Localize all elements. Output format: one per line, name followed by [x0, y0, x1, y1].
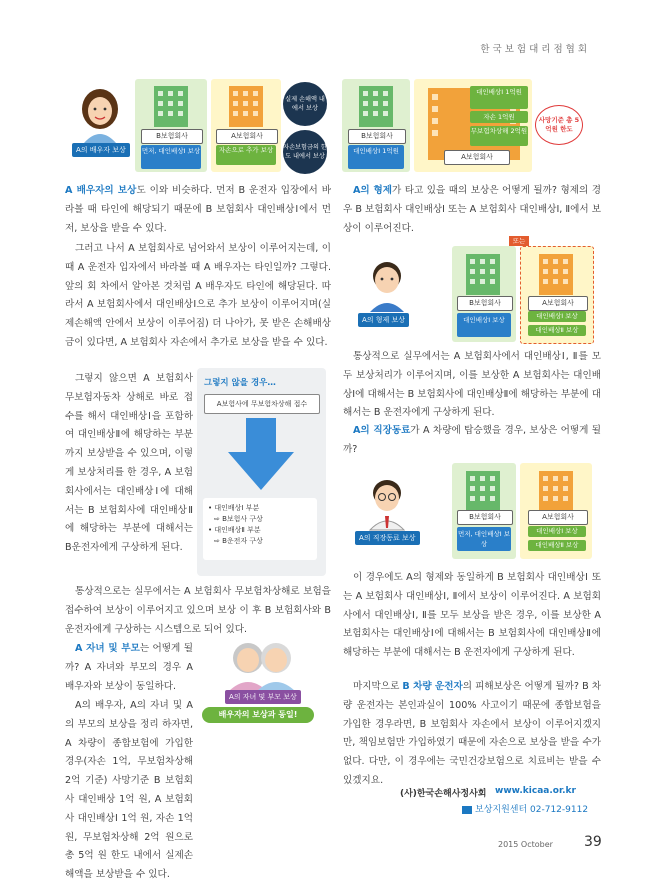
page-number: 39 [584, 834, 602, 850]
a-company-paragraph: 그러고 나서 A 보험회사로 넘어와서 보상이 이루어지는데, 이 때 A 운전자 입자에서 바라볼 때 A 배우자는 타인일까? 그렇다. 앞의 회 차에서 알아본 것처럼 A 배우자도 타인에 해당된다. 따라서 A 보험회사에서 대인배상Ⅰ으로 추가 보상이 이루어지며(실제손해액 안에서 보상이 이루어짐) 더 나아가, 못 받은 손해배상금이 있다면, A 보험회사 자손에서 추가로 보상을 받을 수 있다. [65, 243, 331, 348]
b-coverage-box-2: 대인배상Ⅰ 1억원 [348, 145, 404, 169]
issue-date: 2015 October [498, 840, 553, 849]
a-company-box-4: A보험회사 [528, 296, 588, 311]
a-cov1-box-4: 대인배상Ⅰ 보상 [528, 311, 586, 322]
flow-box-uninsured: A보험사에 무보험차상해 접수 [204, 394, 320, 414]
spouse-label: A의 배우자 보상 [72, 143, 130, 157]
a-cov1-box-5: 대인배상Ⅰ 보상 [528, 526, 586, 537]
coworker-label: A의 직장동료 보상 [355, 531, 420, 545]
sibling-paragraph: A의 형제가 타고 있을 때의 보상은 어떻게 될까? 형제의 경우 B 보험회사 대인배상Ⅰ 또는 A 보험회사 대인배상Ⅰ, Ⅱ에서 보상이 이루어진다. [343, 185, 601, 234]
b-company-box-5: B보험회사 [457, 510, 513, 525]
b-driver-paragraph: 마지막으로 B 차량 운전자의 피해보상은 어떻게 될까? B 차량 운전자는 본인과실이 100% 사고이기 때문에 종합보험을 가입한 경우라면, B 보험회사 자손에서 보상이 이루어지겠지만, 책임보험만 가입하였기 때문에 자손으로 보상을 받을 수가 없다. 다만, 이 경우에는 국민건강보험으로 치료비는 받을 수 있겠지요. [343, 681, 601, 786]
a-layer-liability1: 대인배상Ⅰ 1억원 [470, 86, 528, 109]
b-company-box-4: B보험회사 [457, 296, 513, 311]
a-layer-uninsured: 무보험차상해 2억원 [470, 126, 528, 146]
arrow-down-icon [226, 418, 296, 492]
spouse-paragraph: A 배우자의 보상도 이와 비슷하다. 먼저 B 운전자 입장에서 바라볼 때 타인에 해당되기 때문에 B 보험회사 대인배상Ⅰ에서 먼저, 보상을 받을 수 있다. [65, 185, 331, 234]
building-b-icon [462, 467, 504, 512]
b-coverage-box-4: 대인배상Ⅰ 보상 [457, 313, 511, 337]
building-a-icon [535, 467, 577, 512]
a-layer-selfinjury: 자손 1억원 [470, 111, 528, 123]
a-cov2-box-4: 대인배상Ⅱ 보상 [528, 325, 586, 336]
a-company-box-5: A보험회사 [528, 510, 588, 525]
flow-title: 그렇지 않을 경우… [204, 378, 276, 388]
magazine-header: 한국보험대리점협회 [480, 44, 590, 55]
man-avatar-icon [366, 258, 408, 312]
children-parents-paragraph: A 자녀 및 부모는 어떻게 될까? A 자녀와 부모의 경우 A 배우자와 보상이 동일하다. [65, 643, 193, 692]
flow-result-items: • 대인배상Ⅰ 부분 ⇨ B보험사 구상 • 대인배상Ⅱ 부분 ⇨ B운전자 구상 [208, 504, 263, 545]
elderly-couple-icon [226, 640, 298, 692]
sibling-practice-paragraph: 통상적으로 실무에서는 A 보험회사에서 대인배상Ⅰ, Ⅱ를 모두 보상처리가 이루어지며, 이를 보상한 A 보험회사는 대인배상Ⅰ에 대해서는 B 보험회사에 대인배상Ⅱ에 해당하는 부분에 대해서는 B 운전자에게 구상하게 된다. [343, 351, 601, 419]
b-coverage-box-5: 먼저, 대인배상Ⅰ 보상 [457, 527, 511, 551]
a-company-box: A보험회사 [216, 129, 278, 144]
b-company-box-2: B보험회사 [348, 129, 406, 144]
a-coverage-box: 자손으로 추가 보상 [216, 145, 276, 165]
same-as-spouse-caption: 배우자의 보상과 동일! [202, 707, 314, 723]
woman-avatar-icon [78, 85, 122, 143]
coworker-paragraph: A의 직장동료가 A 차량에 탑승했을 경우, 보상은 어떻게 될까? [343, 425, 601, 455]
limit-callout: 사망기준 총 5억원 한도 [535, 105, 583, 145]
building-b-icon [150, 82, 192, 127]
children-parents-label: A의 자녀 및 부모 보상 [225, 690, 301, 704]
bubble-self-injury-limit: 자손보험금의 한도 내에서 보상 [283, 130, 327, 174]
man-glasses-avatar-icon [366, 476, 408, 530]
coworker-result-paragraph: 이 경우에도 A의 형제와 동일하게 B 보험회사 대인배상Ⅰ 또는 A 보험회사 대인배상Ⅰ, Ⅱ에서 보상이 이루어진다. A 보험회사에서 대인배상Ⅰ, Ⅱ를 모두 보상을 받은 경우, 이를 보상한 A 보험회사는 대인배상Ⅰ에 대해서는 B 보험회사에 대인배상Ⅱ에 해당하는 부분에 대해서는 B 운전자에게 구상하게 된다. [343, 572, 601, 659]
b-company-box: B보험회사 [141, 129, 203, 144]
practice-paragraph: 통상적으로는 실무에서는 A 보험회사 무보험차상해로 보험을 접수하여 보상이 이루어지고 있으며 보상 이 후 B 보험회사와 B 운전자에게 구상하는 시스템으로 되어 있다. [65, 586, 331, 635]
building-a-icon [225, 82, 267, 127]
building-b-icon [462, 250, 504, 295]
building-b-icon [355, 82, 397, 127]
uninsured-paragraph: 그렇지 않으면 A 보험회사 무보험자동차 상해로 바로 접수를 해서 대인배상Ⅰ을 포함하여 대인배상Ⅱ에 해당하는 부분까지 보상받을 수 있으며, 이렇게 보상처리를 한 경우, A 보험회사에서는 대인배상Ⅰ에 대해서는 B 보험회사에 대인배상Ⅱ에 해당하는 부분에 대해서는 B운전자에게 구상하게 된다. [65, 373, 193, 554]
phone-line: 보상지원센터 02-712-9112 [462, 802, 588, 815]
a-cov2-box-5: 대인배상Ⅱ 보상 [528, 540, 586, 551]
building-a-icon [535, 250, 577, 295]
summary-paragraph [65, 735, 331, 805]
or-tag: 또는 [509, 236, 529, 246]
phone-icon [462, 806, 472, 814]
org-url[interactable]: www.kicaa.or.kr [495, 786, 576, 796]
org-name: (사)한국손해사정사회 [400, 789, 487, 799]
bubble-actual-loss: 실제 손해액 내에서 보상 [283, 82, 327, 126]
a-company-box-2: A보험회사 [444, 150, 510, 165]
sibling-label: A의 형제 보상 [358, 313, 409, 327]
b-coverage-box: 먼저, 대인배상Ⅰ 보상 [141, 145, 201, 169]
summary-paragraph-head: A의 배우자, A의 자녀 및 A의 부모의 보상을 정리 하자면, A 차량이 종합보험에 가입한 경우(자손 1억, 무보험차상해 2억 기준) 사망기준 B 보험회사 대인배상 1억 원, A 보험회사 대인배상Ⅰ 1억 원, 자손 1억 원, 무보험차상해 2억 원으로 총 5억 원 한도 내에서 실제손해액을 보상받을 수 있다. [65, 700, 193, 881]
